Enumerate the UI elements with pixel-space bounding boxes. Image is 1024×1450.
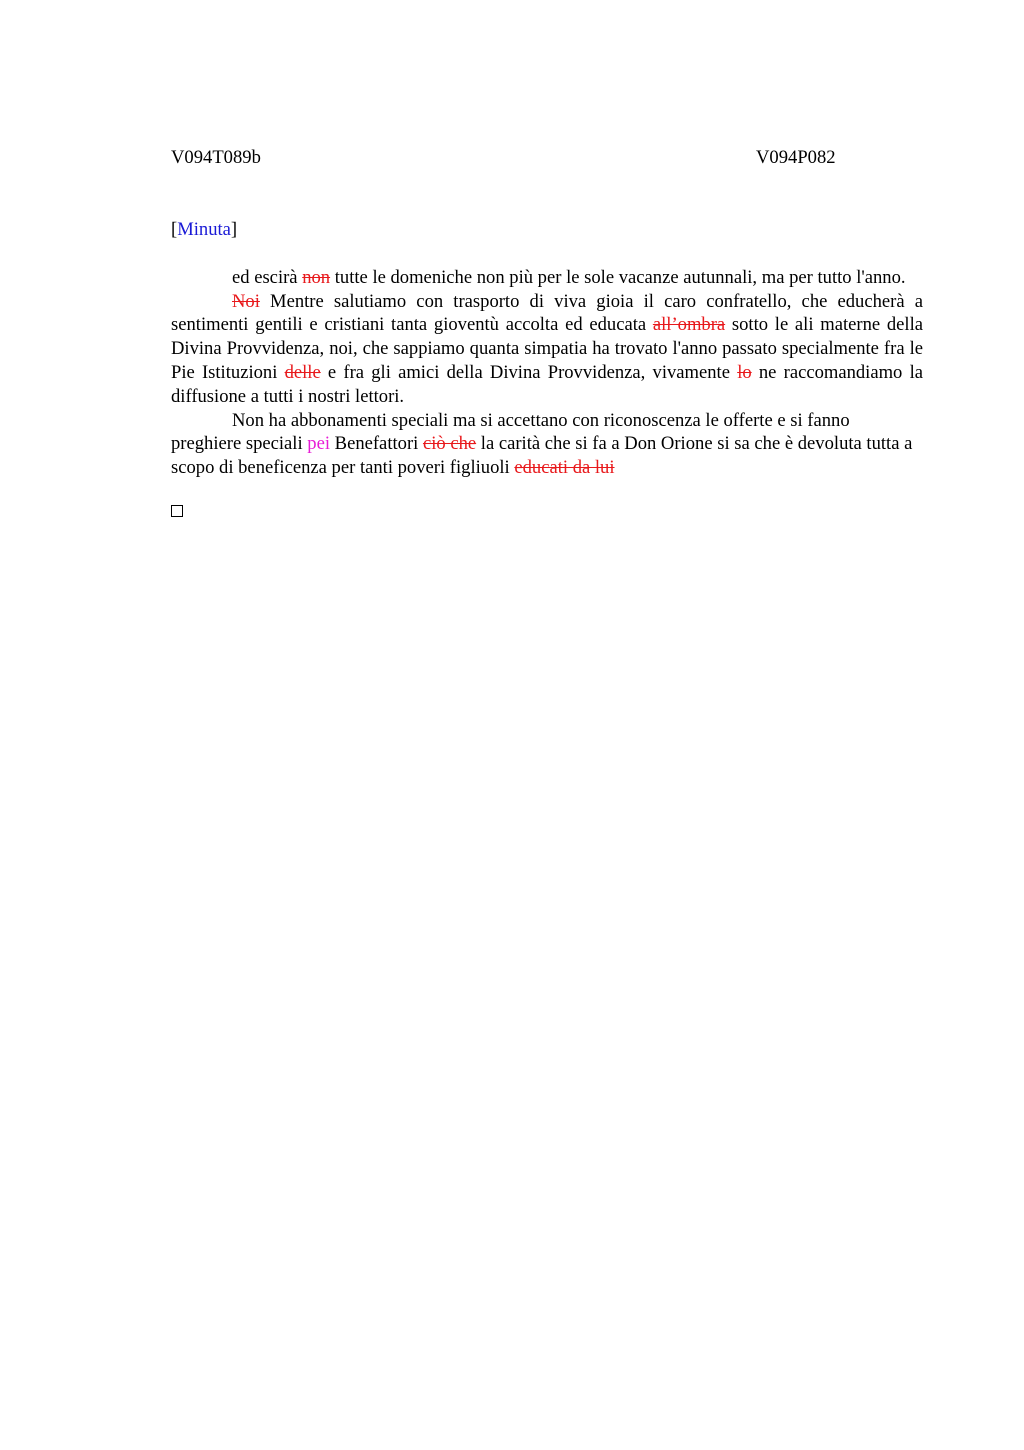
note-label: Minuta xyxy=(177,219,231,240)
text-segment: la carità che si fa a Don Orione si sa che è devoluta tutta a scopo di beneficenza per tanti poveri figliuoli xyxy=(171,433,913,479)
deleted-text: educati da lui xyxy=(514,457,615,479)
deleted-text: non xyxy=(302,266,331,288)
deleted-text: ciò che xyxy=(422,433,477,455)
text-segment: Mentre salutiamo con trasporto di viva gioia il caro confratello, che educherà a sentimenti gentili e cristiani tanta gioventù accolta ed educata xyxy=(171,290,923,336)
deleted-text: all’ombra xyxy=(652,314,726,336)
document-code: V094T089b xyxy=(171,147,261,168)
page-content xyxy=(171,146,923,517)
inserted-text: pei xyxy=(307,433,331,455)
editorial-note xyxy=(171,218,923,242)
transcription-body xyxy=(171,266,923,480)
text-segment: ne raccomandiamo la diffusione a tutti i nostri lettori. xyxy=(171,361,923,407)
text-segment: ed escirà xyxy=(232,266,303,288)
page-code: V094P082 xyxy=(756,147,836,168)
text-segment: tutte le domeniche non più per le sole vacanze autunnali, ma per tutto l'anno. xyxy=(330,266,906,288)
note-open-bracket: [ xyxy=(171,219,178,240)
note-close-bracket: ] xyxy=(230,219,238,240)
deleted-text: delle xyxy=(284,361,321,383)
text-segment: sotto le ali materne della Divina Provvidenza, noi, che sappiamo quanta simpatia ha trovato l'anno passato specialmente fra le Pie Istituzioni xyxy=(171,314,923,383)
empty-square-icon xyxy=(171,505,183,517)
text-segment: Non ha abbonamenti speciali ma si accettano con riconoscenza le offerte e si fanno preghiere speciali xyxy=(171,409,850,455)
paragraph-1 xyxy=(171,266,923,290)
deleted-text: lo xyxy=(737,361,752,383)
paragraph-3 xyxy=(171,409,923,480)
deleted-text: Noi xyxy=(232,290,260,312)
page-header xyxy=(171,146,923,170)
text-segment: Benefattori xyxy=(330,433,423,455)
text-segment: e fra gli amici della Divina Provvidenza, vivamente xyxy=(320,361,738,383)
paragraph-2 xyxy=(171,290,923,409)
